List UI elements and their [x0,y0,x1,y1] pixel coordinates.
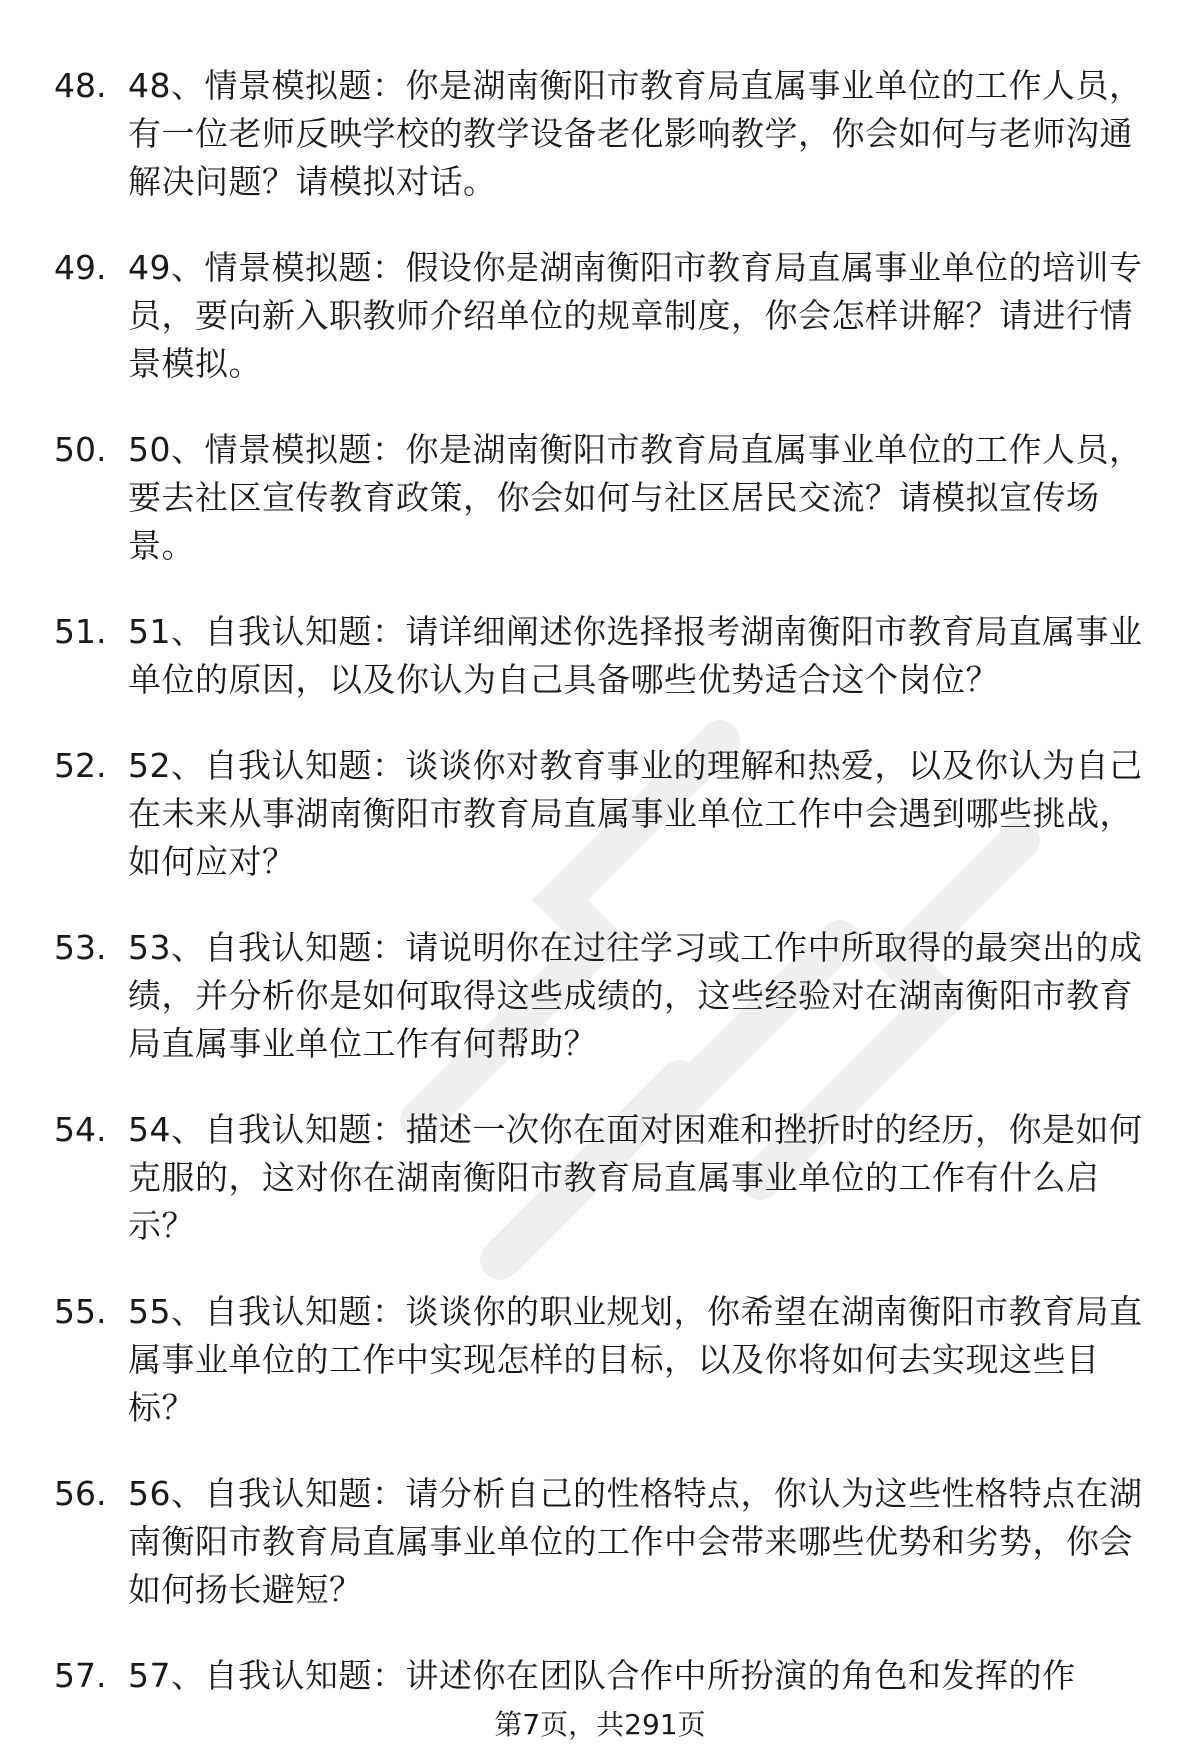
question-number: 50. [54,430,107,469]
question-item [0,426,1200,570]
question-item [0,608,1200,704]
question-number: 55. [54,1292,107,1331]
question-number: 52. [54,746,107,785]
question-text: 53、自我认知题：请说明你在过往学习或工作中所取得的最突出的成绩，并分析你是如何取得这些成绩的，这些经验对在湖南衡阳市教育局直属事业单位工作有何帮助？ [128,928,1143,1063]
question-item [0,62,1200,206]
question-number: 57. [54,1656,107,1695]
question-text: 49、情景模拟题：假设你是湖南衡阳市教育局直属事业单位的培训专员，要向新入职教师介绍单位的规章制度，你会怎样讲解？请进行情景模拟。 [128,248,1143,383]
page-number-footer: 第7页，共291页 [494,1708,706,1741]
question-text: 51、自我认知题：请详细阐述你选择报考湖南衡阳市教育局直属事业单位的原因，以及你认为自己具备哪些优势适合这个岗位？ [128,612,1143,699]
question-text: 55、自我认知题：谈谈你的职业规划，你希望在湖南衡阳市教育局直属事业单位的工作中实现怎样的目标，以及你将如何去实现这些目标？ [128,1292,1143,1427]
question-number: 56. [54,1474,107,1513]
question-text: 48、情景模拟题：你是湖南衡阳市教育局直属事业单位的工作人员，有一位老师反映学校的教学设备老化影响教学，你会如何与老师沟通解决问题？请模拟对话。 [128,66,1143,201]
question-number: 48. [54,66,107,105]
question-item [0,742,1200,886]
question-text: 57、自我认知题：讲述你在团队合作中所扮演的角色和发挥的作 [128,1656,1076,1695]
question-text: 54、自我认知题：描述一次你在面对困难和挫折时的经历，你是如何克服的，这对你在湖南衡阳市教育局直属事业单位的工作有什么启示？ [128,1110,1143,1245]
question-item [0,1106,1200,1250]
question-text: 56、自我认知题：请分析自己的性格特点，你认为这些性格特点在湖南衡阳市教育局直属事业单位的工作中会带来哪些优势和劣势，你会如何扬长避短？ [128,1474,1143,1609]
question-item [0,924,1200,1068]
question-item [0,244,1200,388]
question-text: 50、情景模拟题：你是湖南衡阳市教育局直属事业单位的工作人员，要去社区宣传教育政策，你会如何与社区居民交流？请模拟宣传场景。 [128,430,1143,565]
question-item [0,1470,1200,1614]
question-item [0,1288,1200,1432]
question-item [0,1652,1200,1700]
question-list [0,62,1200,1738]
question-number: 51. [54,612,107,651]
question-number: 53. [54,928,107,967]
question-text: 52、自我认知题：谈谈你对教育事业的理解和热爱，以及你认为自己在未来从事湖南衡阳市教育局直属事业单位工作中会遇到哪些挑战，如何应对？ [128,746,1143,881]
question-number: 54. [54,1110,107,1149]
question-number: 49. [54,248,107,287]
